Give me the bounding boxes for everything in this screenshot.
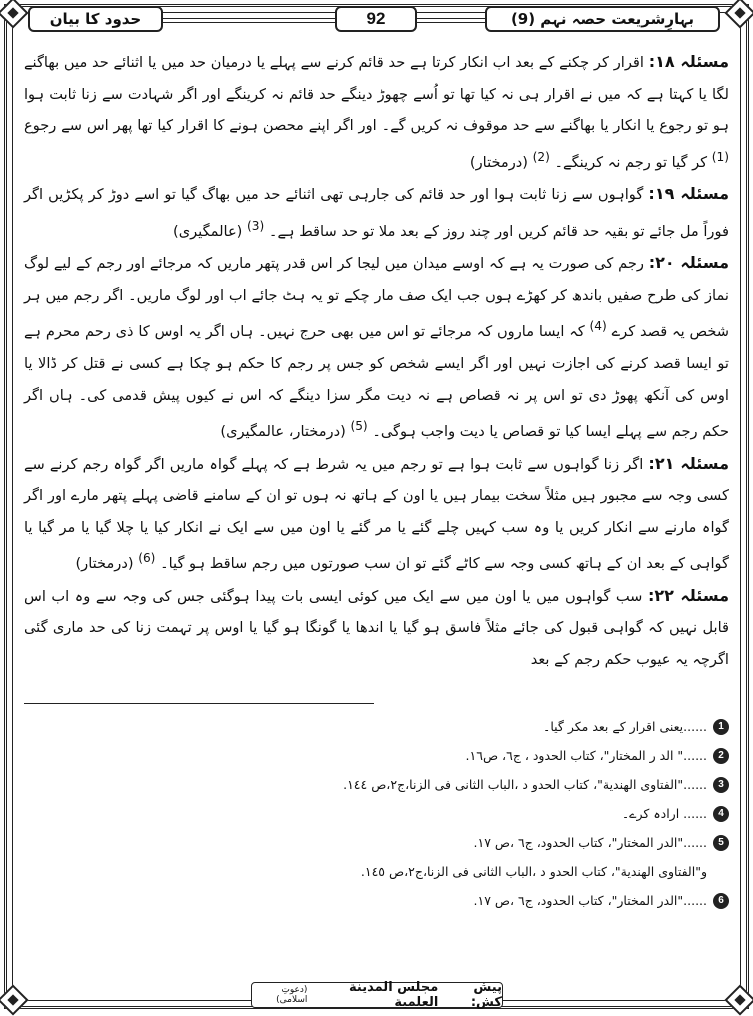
footnote-number: 5 (713, 835, 729, 851)
masala-label: مسئلہ ۲۲: (647, 585, 730, 605)
masala-text: گواہوں سے زنا ثابت ہوا اور حد قائم کی جارہی تھی اثنائے حد میں بھاگ گیا تو اسے دوڑ کر پکڑیں اگر فوراً مل جائے تو بقیہ حد قائم کریں اور چند روز کے بعد ملا تو حد ساقط ہے۔ (24, 186, 729, 240)
masala-19 (24, 178, 729, 247)
header-divider (163, 18, 335, 23)
footnote-number: 2 (713, 748, 729, 764)
chapter-title: حدود کا بیان (28, 6, 163, 32)
footnote-number: 1 (713, 719, 729, 735)
footnote-number: 6 (713, 893, 729, 909)
footer-org-note: (دعوتِ اسلامی) (276, 985, 308, 1005)
masala-label: مسئلہ ۲۰: (648, 253, 730, 273)
footer-org: مجلس المدينة العلمية (349, 980, 439, 1010)
footnote-item (24, 828, 729, 857)
source-reference: (درمختار) (75, 555, 134, 573)
footnote-item (24, 741, 729, 770)
masala-label: مسئلہ ۲۱: (648, 453, 729, 473)
footer-prefix: پیش کش: (470, 980, 502, 1010)
footnote-marker[interactable]: (6) (138, 551, 156, 566)
footnote-item (24, 886, 729, 915)
footnote-text: و"الفتاوی الهندية"، کتاب الحدو د ،الباب الثانی فی الزنا،ج٢،ص ١٤٥. (360, 864, 707, 879)
masala-18 (24, 46, 729, 178)
footnote-separator (24, 703, 374, 704)
footnote-marker[interactable]: (4) (589, 319, 607, 334)
footnote-text: ...... ارادہ کرے۔ (621, 806, 707, 821)
footnote-item (24, 712, 729, 741)
header-divider (417, 18, 485, 23)
masala-22 (24, 580, 729, 676)
footnote-number: 4 (713, 806, 729, 822)
footnote-text: ......"الدر المختار"، کتاب الحدود، ج٦ ،ص ١٧. (473, 893, 707, 908)
footnote-number: 3 (713, 777, 729, 793)
footnote-item (24, 770, 729, 799)
source-reference: (درمختار) (469, 153, 528, 171)
source-reference: (عالمگیری) (173, 222, 243, 240)
footnote-text: ......"الفتاوی الهندية"، کتاب الحدو د ،الباب الثانی فی الزنا،ج٢،ص ١٤٤. (343, 777, 707, 792)
footnote-marker[interactable]: (3) (247, 218, 265, 233)
publisher-footer (251, 982, 503, 1008)
source-reference: (درمختار، عالمگیری) (220, 422, 346, 440)
masala-label: مسئلہ ۱۸: (648, 52, 729, 71)
footnote-item (24, 857, 729, 886)
footnote-text: ......" الد ر المختار"، کتاب الحدود ، ج٦، ص١٦. (465, 748, 707, 763)
page-number: 92 (335, 6, 417, 32)
masala-label: مسئلہ ۱۹: (648, 184, 730, 204)
masala-text: اقرار کر چکنے کے بعد اب انکار کرتا ہے حد قائم کرنے سے پہلے یا درمیان حد میں یا اثنائے حد میں بھاگنے لگا یا کہتا ہے کہ میں نے اقرار ہی نہ کیا تھا تو اُسے چھوڑ دینگے حد قائم نہ کرینگے اور اگر شہادت سے زنا ثابت ہوا ہو تو رجوع یا انکار یا بھاگنے سے حد موقوف نہ کریں گے۔ اور اگر اپنے محصن ہونے کا اقرار کیا تھا پھر اس سے رجوع (24, 54, 729, 135)
masala-text: سب گواہوں میں یا اون میں سے ایک میں کوئی ایسی بات پیدا ہوگئی جس کی وجہ سے وہ اب اس قابل نہیں کہ گواہی قبول کی جائے مثلاً فاسق ہو گیا یا اندھا یا گونگا ہو گیا یا اوس پر تہمت زنا کی حد ماری گئی اگرچہ یہ عیوب حکم رجم کے بعد (24, 587, 729, 668)
footnote-item (24, 799, 729, 828)
footnote-text: ......"الدر المختار"، کتاب الحدود، ج٦ ،ص ١٧. (473, 835, 707, 850)
footnote-marker[interactable]: (5) (350, 419, 368, 434)
masala-text: کر گیا تو رجم نہ کرینگے۔ (554, 153, 708, 171)
masala-text: کہ ایسا ماروں کہ مرجائے تو اس میں بھی حرج نہیں۔ ہاں اگر یہ اوس کا ذی رحم محرم ہے تو ایسا قصد کرنے کی اجازت نہیں اور اگر ایسے شخص کو جس پر رجم کا حکم ہو چکا ہے کسی نے قتل کر ڈالا یا اوس کی آنکھ پھوڑ دی تو اس پر نہ قصاص ہے نہ دیت مگر سزا دینگے کہ اس نے کیوں پیش قدمی کی۔ ہاں اگر حکم رجم سے پہلے ایسا کیا تو قصاص یا دیت واجب ہوگی۔ (24, 323, 729, 440)
masala-text: اگر زنا گواہوں سے ثابت ہوا ہے تو رجم میں یہ شرط ہے کہ پہلے گواہ ماریں اگر گواہ رجم کرنے سے کسی وجہ سے مجبور ہیں مثلاً سخت بیمار ہیں یا اون کے ہاتھ نہ ہوں تو ان کے سامنے قاضی پہلے پتھر مارے اور اگر گواہ مارنے سے انکار کریں یا وہ سب کہیں چلے گئے یا مر گئے یا اون میں سے ایک نے انکار کیا یا چلا گیا یا مر گیا یا گواہی کے بعد ان کے ہاتھ کسی وجہ سے کاٹے گئے تو ان سب صورتوں میں رجم ساقط ہو گیا۔ (24, 455, 729, 573)
masala-20 (24, 247, 729, 447)
footnote-marker[interactable]: (2) (532, 149, 550, 164)
masala-text: رجم کی صورت یہ ہے کہ اوسے میدان میں لیجا کر اس قدر پتھر ماریں کہ مرجائے اور رجم کے لیے لوگ نماز کی طرح صفیں باندھ کر کھڑے ہوں جب ایک صف مار چکے تو یہ ہٹ جائے اب اور لوگ ماریں۔ اگر رجم میں ہر شخص یہ قصد کرے (24, 255, 730, 341)
footnote-text: ......یعنی اقرار کے بعد مکر گیا۔ (543, 719, 707, 734)
main-text (24, 46, 729, 676)
masala-21 (24, 448, 729, 580)
footnotes (24, 712, 729, 915)
book-title: بہارِشریعت حصہ نہم (9) (485, 6, 720, 32)
footnote-marker[interactable]: (1) (711, 149, 729, 164)
